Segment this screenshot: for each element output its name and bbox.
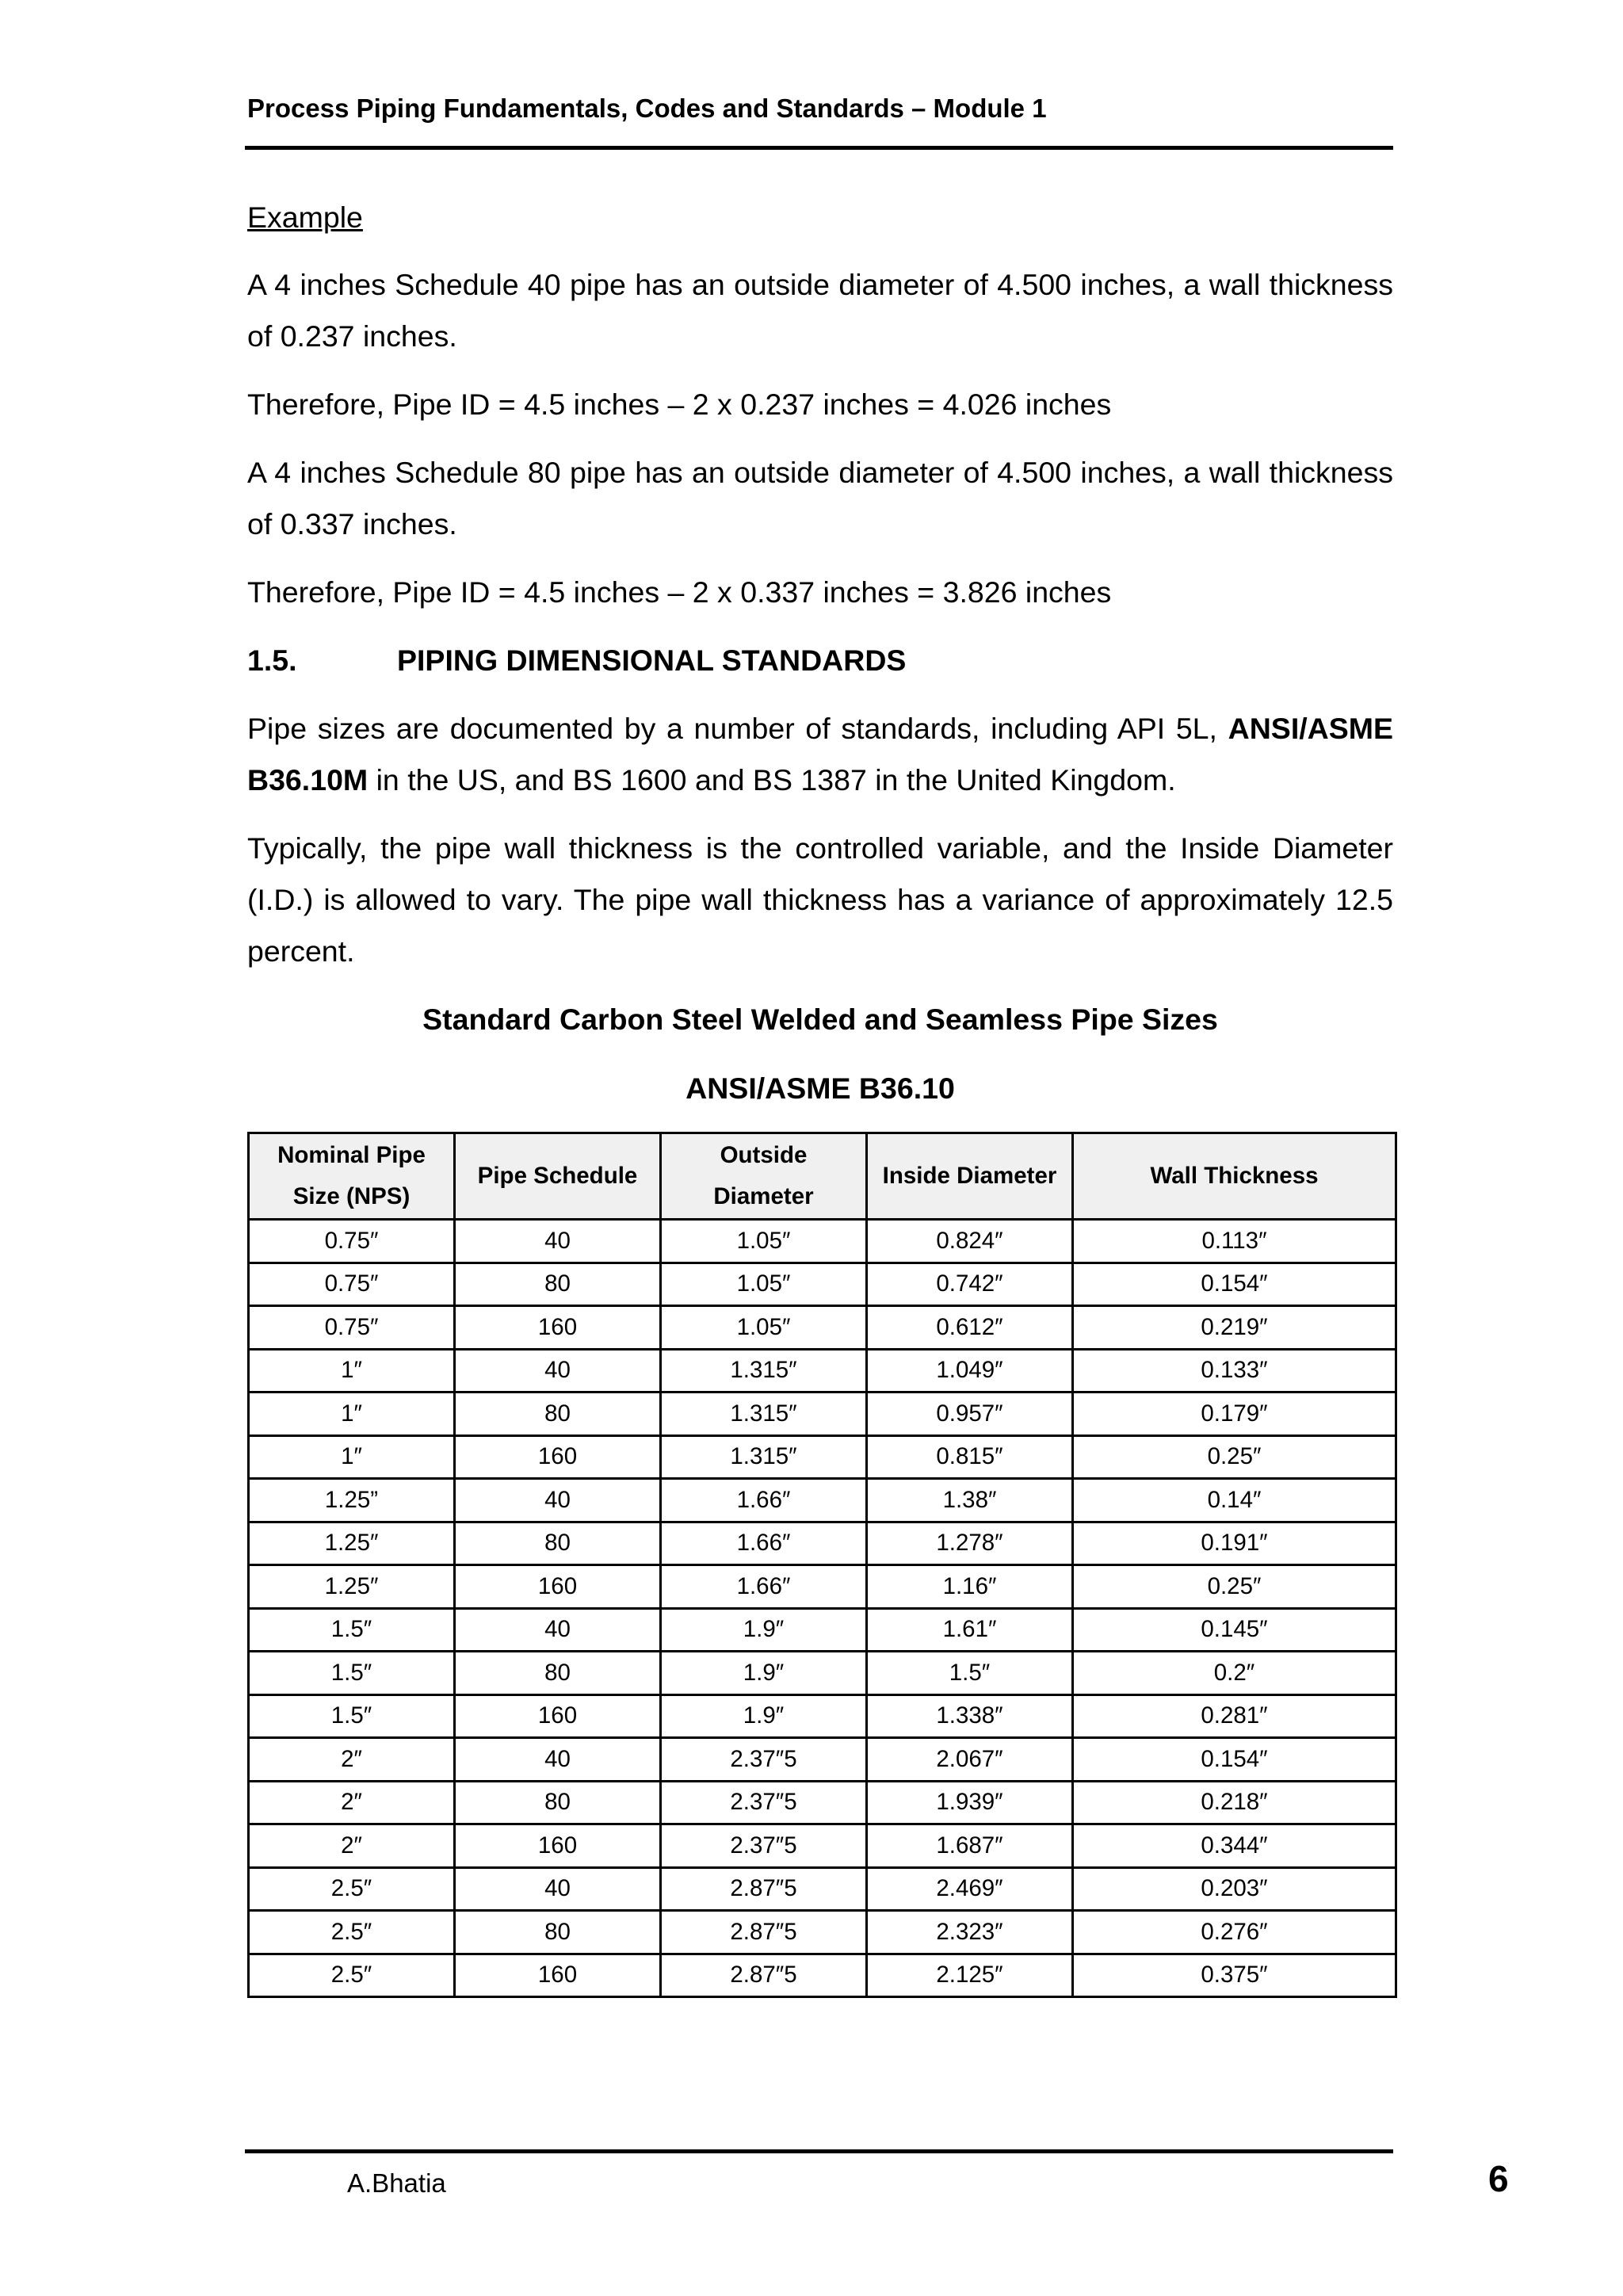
table-row <box>249 1911 1396 1954</box>
section-title: PIPING DIMENSIONAL STANDARDS <box>397 644 907 677</box>
cell-outside-diameter: 2.37″5 <box>661 1781 867 1824</box>
cell-inside-diameter: 1.278″ <box>867 1522 1073 1565</box>
table-row <box>249 1263 1396 1306</box>
header-inside-diameter: Inside Diameter <box>867 1133 1073 1220</box>
cell-schedule: 40 <box>455 1349 661 1392</box>
cell-wall-thickness: 0.191″ <box>1073 1522 1396 1565</box>
pipe-sizes-table <box>247 1132 1397 1998</box>
table-row <box>249 1824 1396 1868</box>
table-subtitle: ANSI/ASME B36.10 <box>685 1072 955 1105</box>
table-row <box>249 1608 1396 1652</box>
cell-outside-diameter: 2.87″5 <box>661 1954 867 1997</box>
cell-inside-diameter: 2.323″ <box>867 1911 1073 1954</box>
cell-nominal-size: 1.25″ <box>249 1565 455 1609</box>
table-row <box>249 1349 1396 1392</box>
cell-inside-diameter: 1.61″ <box>867 1608 1073 1652</box>
cell-inside-diameter: 1.049″ <box>867 1349 1073 1392</box>
cell-outside-diameter: 1.315″ <box>661 1349 867 1392</box>
cell-nominal-size: 1.5″ <box>249 1652 455 1695</box>
example-result-schedule-40: Therefore, Pipe ID = 4.5 inches – 2 x 0.237 inches = 4.026 inches <box>247 388 1112 421</box>
cell-wall-thickness: 0.281″ <box>1073 1694 1396 1738</box>
table-row <box>249 1435 1396 1479</box>
standards-text-start: Pipe sizes are documented by a number of standards, including API 5L, <box>247 712 1228 745</box>
table-row <box>249 1738 1396 1782</box>
wall-thickness-paragraph: Typically, the pipe wall thickness is the controlled variable, and the Inside Diameter (I.D.) is allowed to vary. The pipe wall thickness has a variance of approximately 12.5 percent. <box>247 831 1393 968</box>
cell-inside-diameter: 2.125″ <box>867 1954 1073 1997</box>
cell-schedule: 80 <box>455 1652 661 1695</box>
cell-outside-diameter: 1.05″ <box>661 1220 867 1263</box>
cell-outside-diameter: 1.05″ <box>661 1263 867 1306</box>
header-divider <box>245 146 1393 150</box>
cell-wall-thickness: 0.154″ <box>1073 1263 1396 1306</box>
cell-inside-diameter: 1.939″ <box>867 1781 1073 1824</box>
cell-schedule: 80 <box>455 1263 661 1306</box>
table-row <box>249 1522 1396 1565</box>
page-number: 6 <box>1488 2158 1509 2199</box>
cell-wall-thickness: 0.2″ <box>1073 1652 1396 1695</box>
cell-outside-diameter: 1.9″ <box>661 1652 867 1695</box>
cell-nominal-size: 1.25″ <box>249 1522 455 1565</box>
header-wall-thickness: Wall Thickness <box>1073 1133 1396 1220</box>
cell-wall-thickness: 0.219″ <box>1073 1306 1396 1350</box>
cell-schedule: 160 <box>455 1435 661 1479</box>
header-od-line-1: Outside <box>720 1142 808 1168</box>
cell-nominal-size: 2.5″ <box>249 1867 455 1911</box>
cell-inside-diameter: 0.957″ <box>867 1392 1073 1436</box>
cell-nominal-size: 1.5″ <box>249 1608 455 1652</box>
cell-wall-thickness: 0.375″ <box>1073 1954 1396 1997</box>
cell-schedule: 80 <box>455 1781 661 1824</box>
cell-nominal-size: 2″ <box>249 1738 455 1782</box>
cell-nominal-size: 2″ <box>249 1824 455 1868</box>
section-number: 1.5. <box>247 644 297 677</box>
cell-schedule: 80 <box>455 1911 661 1954</box>
cell-outside-diameter: 1.66″ <box>661 1479 867 1522</box>
table-row <box>249 1306 1396 1350</box>
cell-outside-diameter: 2.37″5 <box>661 1824 867 1868</box>
cell-outside-diameter: 1.66″ <box>661 1565 867 1609</box>
cell-nominal-size: 1.5″ <box>249 1694 455 1738</box>
header-outside-diameter <box>661 1133 867 1220</box>
cell-schedule: 160 <box>455 1565 661 1609</box>
cell-nominal-size: 2″ <box>249 1781 455 1824</box>
header-od-line-2: Diameter <box>713 1183 814 1209</box>
cell-nominal-size: 0.75″ <box>249 1306 455 1350</box>
cell-outside-diameter: 2.87″5 <box>661 1867 867 1911</box>
table-row <box>249 1694 1396 1738</box>
example-result-schedule-80: Therefore, Pipe ID = 4.5 inches – 2 x 0.337 inches = 3.826 inches <box>247 575 1112 609</box>
cell-wall-thickness: 0.133″ <box>1073 1349 1396 1392</box>
cell-inside-diameter: 2.469″ <box>867 1867 1073 1911</box>
footer-divider <box>245 2149 1393 2153</box>
running-header: Process Piping Fundamentals, Codes and Standards – Module 1 <box>247 94 1047 123</box>
cell-schedule: 40 <box>455 1479 661 1522</box>
header-nps-line-1: Nominal Pipe <box>277 1142 426 1168</box>
cell-schedule: 160 <box>455 1694 661 1738</box>
example-paragraph-schedule-40: A 4 inches Schedule 40 pipe has an outside diameter of 4.500 inches, a wall thickness of 0.237 inches. <box>247 268 1393 353</box>
table-row <box>249 1652 1396 1695</box>
cell-schedule: 160 <box>455 1306 661 1350</box>
cell-nominal-size: 1″ <box>249 1392 455 1436</box>
table-row <box>249 1479 1396 1522</box>
cell-wall-thickness: 0.25″ <box>1073 1435 1396 1479</box>
cell-outside-diameter: 1.66″ <box>661 1522 867 1565</box>
cell-inside-diameter: 0.824″ <box>867 1220 1073 1263</box>
cell-nominal-size: 1″ <box>249 1435 455 1479</box>
cell-outside-diameter: 1.315″ <box>661 1435 867 1479</box>
example-paragraph-schedule-80: A 4 inches Schedule 80 pipe has an outside diameter of 4.500 inches, a wall thickness of 0.337 inches. <box>247 456 1393 541</box>
cell-outside-diameter: 2.87″5 <box>661 1911 867 1954</box>
cell-inside-diameter: 0.815″ <box>867 1435 1073 1479</box>
cell-wall-thickness: 0.145″ <box>1073 1608 1396 1652</box>
cell-inside-diameter: 0.612″ <box>867 1306 1073 1350</box>
cell-nominal-size: 1.25” <box>249 1479 455 1522</box>
header-pipe-schedule: Pipe Schedule <box>455 1133 661 1220</box>
standards-text-end: in the US, and BS 1600 and BS 1387 in the United Kingdom. <box>368 763 1176 797</box>
header-nominal-pipe-size <box>249 1133 455 1220</box>
cell-schedule: 160 <box>455 1954 661 1997</box>
cell-nominal-size: 2.5″ <box>249 1911 455 1954</box>
standards-paragraph <box>247 703 1393 806</box>
table-row <box>249 1954 1396 1997</box>
cell-schedule: 40 <box>455 1738 661 1782</box>
example-label: Example <box>247 201 363 234</box>
cell-inside-diameter: 1.5″ <box>867 1652 1073 1695</box>
standards-bold-reference: ANSI/ASME B36.10M <box>247 712 1393 797</box>
cell-outside-diameter: 1.9″ <box>661 1694 867 1738</box>
cell-inside-diameter: 0.742″ <box>867 1263 1073 1306</box>
cell-wall-thickness: 0.113″ <box>1073 1220 1396 1263</box>
page-content <box>247 192 1393 1998</box>
table-row <box>249 1565 1396 1609</box>
header-nps-line-2: Size (NPS) <box>292 1183 411 1209</box>
cell-wall-thickness: 0.218″ <box>1073 1781 1396 1824</box>
cell-nominal-size: 0.75″ <box>249 1263 455 1306</box>
cell-wall-thickness: 0.179″ <box>1073 1392 1396 1436</box>
cell-inside-diameter: 2.067″ <box>867 1738 1073 1782</box>
cell-nominal-size: 1″ <box>249 1349 455 1392</box>
cell-outside-diameter: 1.9″ <box>661 1608 867 1652</box>
cell-schedule: 40 <box>455 1608 661 1652</box>
cell-outside-diameter: 2.37″5 <box>661 1738 867 1782</box>
cell-inside-diameter: 1.338″ <box>867 1694 1073 1738</box>
table-row <box>249 1781 1396 1824</box>
cell-wall-thickness: 0.276″ <box>1073 1911 1396 1954</box>
cell-wall-thickness: 0.14″ <box>1073 1479 1396 1522</box>
cell-schedule: 160 <box>455 1824 661 1868</box>
cell-inside-diameter: 1.38″ <box>867 1479 1073 1522</box>
table-row <box>249 1867 1396 1911</box>
footer-author: A.Bhatia <box>347 2168 446 2198</box>
cell-schedule: 40 <box>455 1220 661 1263</box>
cell-wall-thickness: 0.154″ <box>1073 1738 1396 1782</box>
table-body <box>249 1220 1396 1997</box>
cell-schedule: 80 <box>455 1522 661 1565</box>
cell-wall-thickness: 0.344″ <box>1073 1824 1396 1868</box>
table-header-row <box>249 1133 1396 1220</box>
cell-schedule: 40 <box>455 1867 661 1911</box>
cell-nominal-size: 0.75″ <box>249 1220 455 1263</box>
table-row <box>249 1392 1396 1436</box>
cell-nominal-size: 2.5″ <box>249 1954 455 1997</box>
cell-wall-thickness: 0.25″ <box>1073 1565 1396 1609</box>
section-heading <box>247 635 1393 686</box>
table-title: Standard Carbon Steel Welded and Seamless Pipe Sizes <box>422 1003 1218 1036</box>
cell-wall-thickness: 0.203″ <box>1073 1867 1396 1911</box>
cell-schedule: 80 <box>455 1392 661 1436</box>
table-row <box>249 1220 1396 1263</box>
cell-inside-diameter: 1.687″ <box>867 1824 1073 1868</box>
cell-outside-diameter: 1.315″ <box>661 1392 867 1436</box>
cell-outside-diameter: 1.05″ <box>661 1306 867 1350</box>
cell-inside-diameter: 1.16″ <box>867 1565 1073 1609</box>
